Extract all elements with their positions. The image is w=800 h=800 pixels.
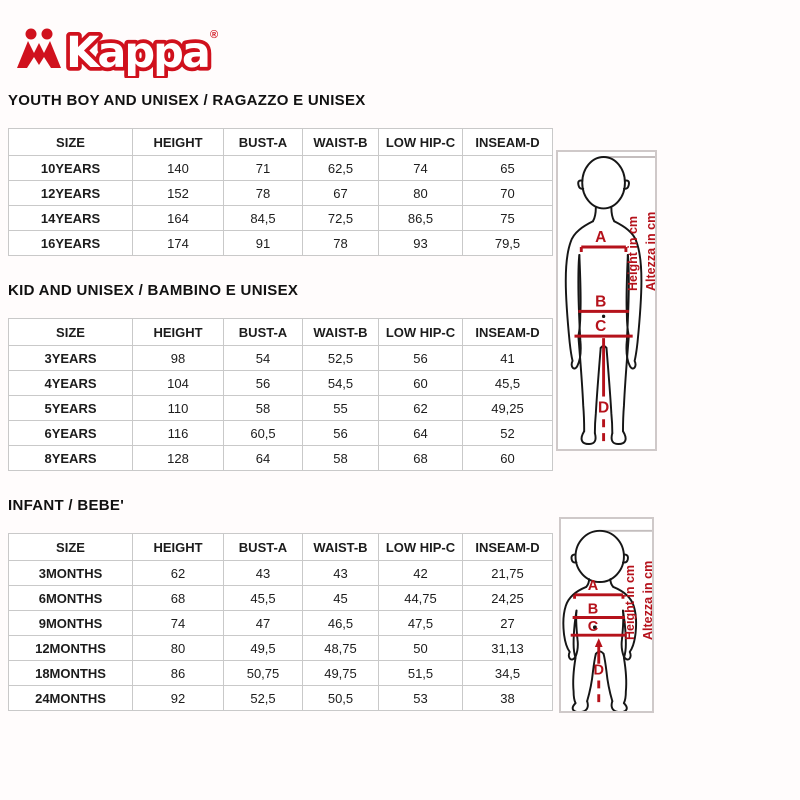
- value-cell: 164: [133, 206, 224, 231]
- value-cell: 50,75: [224, 661, 303, 686]
- value-cell: 60: [463, 446, 553, 471]
- value-cell: 41: [463, 346, 553, 371]
- column-header-height: HEIGHT: [133, 129, 224, 156]
- size-cell: 12MONTHS: [9, 636, 133, 661]
- table-row: [9, 611, 553, 636]
- size-cell: 5YEARS: [9, 396, 133, 421]
- column-header-waist-b: WAIST-B: [303, 319, 379, 346]
- youth-measurement-diagram: [556, 150, 657, 451]
- table-row: [9, 396, 553, 421]
- value-cell: 110: [133, 396, 224, 421]
- measure-label-a: A: [595, 228, 607, 247]
- value-cell: 56: [224, 371, 303, 396]
- value-cell: 75: [463, 206, 553, 231]
- value-cell: 64: [379, 421, 463, 446]
- size-cell: 4YEARS: [9, 371, 133, 396]
- value-cell: 55: [303, 396, 379, 421]
- value-cell: 174: [133, 231, 224, 256]
- table-row: [9, 686, 553, 711]
- value-cell: 78: [224, 181, 303, 206]
- table-row: [9, 206, 553, 231]
- value-cell: 62: [379, 396, 463, 421]
- header-row: [9, 534, 553, 561]
- size-cell: 12YEARS: [9, 181, 133, 206]
- column-header-size: SIZE: [9, 534, 133, 561]
- column-header-inseam-d: INSEAM-D: [463, 534, 553, 561]
- section-infant: [8, 497, 553, 711]
- size-table-youth: [8, 128, 553, 256]
- column-header-waist-b: WAIST-B: [303, 534, 379, 561]
- value-cell: 46,5: [303, 611, 379, 636]
- height-in-cm-label: Height in cm: [626, 215, 640, 291]
- kappa-wordmark: Kappa: [66, 28, 209, 78]
- value-cell: 79,5: [463, 231, 553, 256]
- value-cell: 31,13: [463, 636, 553, 661]
- value-cell: 152: [133, 181, 224, 206]
- value-cell: 48,75: [303, 636, 379, 661]
- table-row: [9, 231, 553, 256]
- value-cell: 64: [224, 446, 303, 471]
- value-cell: 45,5: [463, 371, 553, 396]
- value-cell: 50,5: [303, 686, 379, 711]
- value-cell: 27: [463, 611, 553, 636]
- measure-label-c: C: [587, 619, 599, 636]
- measure-label-d: D: [593, 662, 604, 679]
- infant-figure-drawing: [561, 519, 652, 711]
- section-title-youth: YOUTH BOY AND UNISEX / RAGAZZO E UNISEX: [8, 92, 366, 109]
- value-cell: 72,5: [303, 206, 379, 231]
- column-header-inseam-d: INSEAM-D: [463, 129, 553, 156]
- value-cell: 68: [133, 586, 224, 611]
- value-cell: 68: [379, 446, 463, 471]
- value-cell: 21,75: [463, 561, 553, 586]
- value-cell: 80: [379, 181, 463, 206]
- value-cell: 140: [133, 156, 224, 181]
- value-cell: 43: [303, 561, 379, 586]
- value-cell: 62: [133, 561, 224, 586]
- value-cell: 128: [133, 446, 224, 471]
- value-cell: 60: [379, 371, 463, 396]
- infant-measurement-diagram: [559, 517, 654, 713]
- column-header-height: HEIGHT: [133, 319, 224, 346]
- table-row: [9, 561, 553, 586]
- column-header-low-hip-c: LOW HIP-C: [379, 534, 463, 561]
- value-cell: 50: [379, 636, 463, 661]
- registered-mark: ®: [210, 29, 219, 41]
- column-header-bust-a: BUST-A: [224, 319, 303, 346]
- column-header-bust-a: BUST-A: [224, 129, 303, 156]
- value-cell: 60,5: [224, 421, 303, 446]
- altezza-in-cm-label: Altezza in cm: [641, 560, 655, 640]
- header-row: [9, 319, 553, 346]
- size-cell: 10YEARS: [9, 156, 133, 181]
- section-title-infant: INFANT / BEBE': [8, 497, 125, 514]
- column-header-height: HEIGHT: [133, 534, 224, 561]
- value-cell: 71: [224, 156, 303, 181]
- value-cell: 80: [133, 636, 224, 661]
- measure-label-a: A: [587, 577, 599, 594]
- value-cell: 52: [463, 421, 553, 446]
- value-cell: 42: [379, 561, 463, 586]
- size-table-kid: [8, 318, 553, 471]
- table-row: [9, 586, 553, 611]
- value-cell: 45: [303, 586, 379, 611]
- size-cell: 9MONTHS: [9, 611, 133, 636]
- value-cell: 86,5: [379, 206, 463, 231]
- value-cell: 49,25: [463, 396, 553, 421]
- table-row: [9, 371, 553, 396]
- value-cell: 67: [303, 181, 379, 206]
- size-cell: 6YEARS: [9, 421, 133, 446]
- size-cell: 3YEARS: [9, 346, 133, 371]
- value-cell: 49,5: [224, 636, 303, 661]
- size-cell: 3MONTHS: [9, 561, 133, 586]
- table-row: [9, 156, 553, 181]
- size-table-infant: [8, 533, 553, 711]
- value-cell: 86: [133, 661, 224, 686]
- column-header-size: SIZE: [9, 319, 133, 346]
- value-cell: 44,75: [379, 586, 463, 611]
- measure-label-b: B: [587, 601, 599, 618]
- value-cell: 65: [463, 156, 553, 181]
- value-cell: 74: [133, 611, 224, 636]
- column-header-inseam-d: INSEAM-D: [463, 319, 553, 346]
- value-cell: 92: [133, 686, 224, 711]
- value-cell: 74: [379, 156, 463, 181]
- value-cell: 47,5: [379, 611, 463, 636]
- column-header-size: SIZE: [9, 129, 133, 156]
- value-cell: 53: [379, 686, 463, 711]
- value-cell: 98: [133, 346, 224, 371]
- value-cell: 58: [224, 396, 303, 421]
- measure-label-b: B: [595, 293, 607, 311]
- height-in-cm-label: Height in cm: [623, 564, 637, 640]
- value-cell: 58: [303, 446, 379, 471]
- table-row: [9, 661, 553, 686]
- bust-line-a: [575, 595, 623, 599]
- value-cell: 52,5: [303, 346, 379, 371]
- kappa-logo: [14, 20, 234, 78]
- value-cell: 49,75: [303, 661, 379, 686]
- column-header-bust-a: BUST-A: [224, 534, 303, 561]
- value-cell: 84,5: [224, 206, 303, 231]
- value-cell: 54,5: [303, 371, 379, 396]
- value-cell: 56: [303, 421, 379, 446]
- value-cell: 104: [133, 371, 224, 396]
- section-title-kid: KID AND UNISEX / BAMBINO E UNISEX: [8, 282, 299, 299]
- value-cell: 116: [133, 421, 224, 446]
- table-row: [9, 446, 553, 471]
- value-cell: 38: [463, 686, 553, 711]
- size-cell: 6MONTHS: [9, 586, 133, 611]
- column-header-low-hip-c: LOW HIP-C: [379, 319, 463, 346]
- section-youth: [8, 92, 553, 256]
- value-cell: 24,25: [463, 586, 553, 611]
- value-cell: 62,5: [303, 156, 379, 181]
- table-row: [9, 181, 553, 206]
- value-cell: 78: [303, 231, 379, 256]
- header-row: [9, 129, 553, 156]
- size-cell: 24MONTHS: [9, 686, 133, 711]
- measure-label-c: C: [595, 318, 607, 336]
- youth-figure-drawing: [558, 152, 655, 449]
- value-cell: 70: [463, 181, 553, 206]
- value-cell: 56: [379, 346, 463, 371]
- section-kid: [8, 282, 553, 471]
- value-cell: 47: [224, 611, 303, 636]
- value-cell: 34,5: [463, 661, 553, 686]
- size-cell: 8YEARS: [9, 446, 133, 471]
- table-row: [9, 421, 553, 446]
- value-cell: 52,5: [224, 686, 303, 711]
- value-cell: 51,5: [379, 661, 463, 686]
- bust-line-a: [581, 247, 626, 252]
- value-cell: 45,5: [224, 586, 303, 611]
- value-cell: 54: [224, 346, 303, 371]
- altezza-in-cm-label: Altezza in cm: [644, 211, 658, 291]
- column-header-waist-b: WAIST-B: [303, 129, 379, 156]
- table-row: [9, 346, 553, 371]
- value-cell: 43: [224, 561, 303, 586]
- size-cell: 14YEARS: [9, 206, 133, 231]
- kappa-logo-graphic: [14, 20, 228, 78]
- table-row: [9, 636, 553, 661]
- measure-label-d: D: [597, 399, 610, 417]
- value-cell: 91: [224, 231, 303, 256]
- size-cell: 16YEARS: [9, 231, 133, 256]
- value-cell: 93: [379, 231, 463, 256]
- kappa-omini-icon: [17, 29, 61, 69]
- size-cell: 18MONTHS: [9, 661, 133, 686]
- column-header-low-hip-c: LOW HIP-C: [379, 129, 463, 156]
